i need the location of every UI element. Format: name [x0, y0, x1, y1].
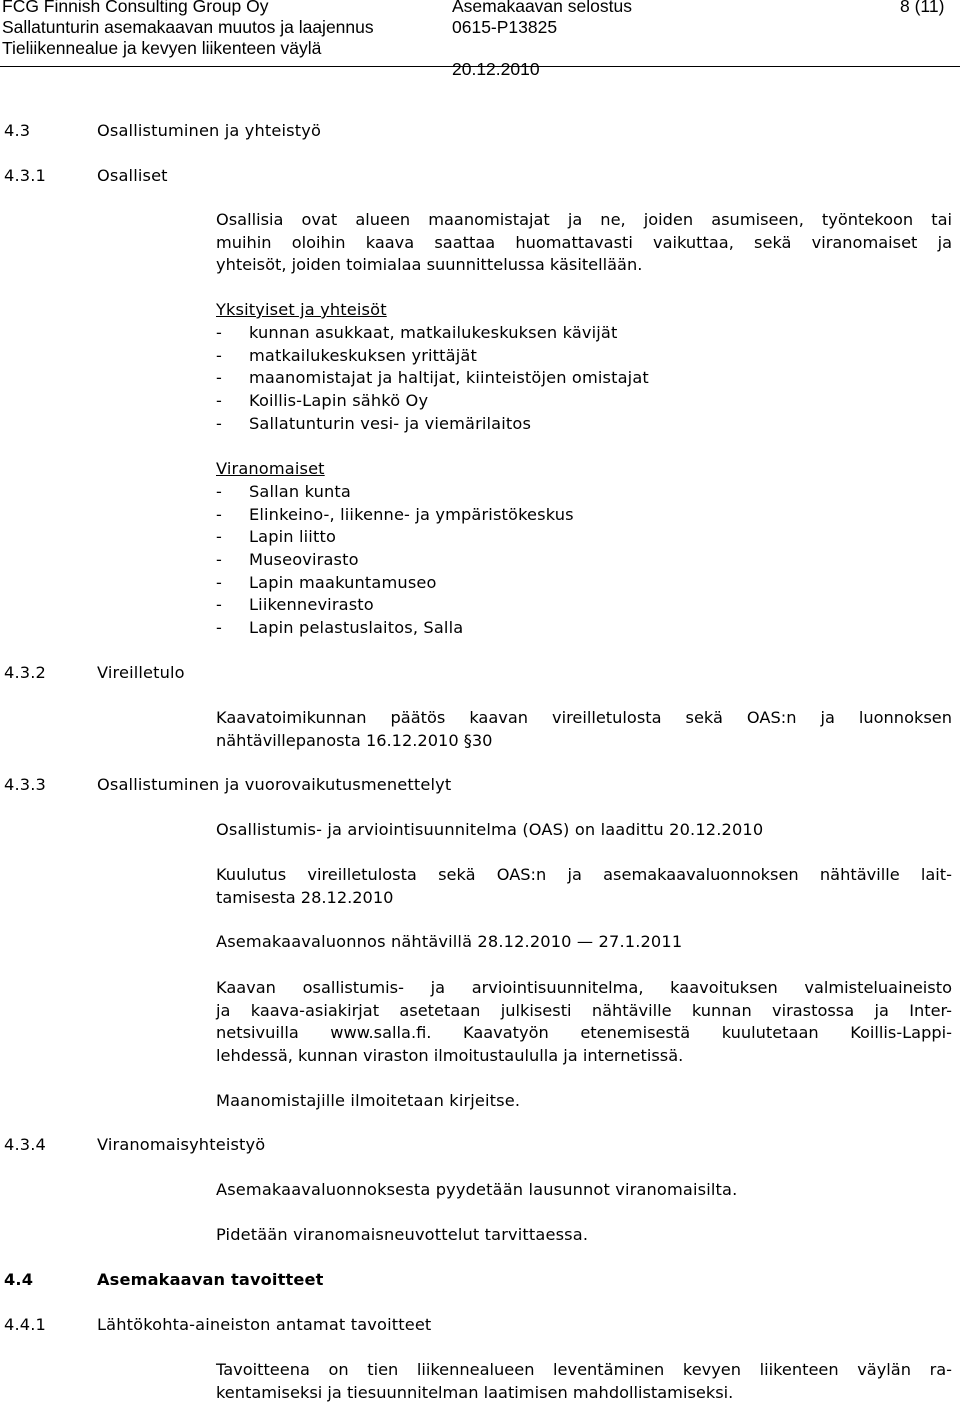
text-line: Osallisia ovat alueen maanomistajat ja ne, joiden asumiseen, työntekoon tai — [216, 210, 952, 229]
text-line: Kuulutus vireilletulosta sekä OAS:n ja asemakaavaluonnoksen nähtäville lait- — [216, 865, 952, 884]
section-4-3-4-title: Viranomaisyhteistyö — [97, 1135, 266, 1154]
text-line: yhteisöt, joiden toimialaa suunnittelussa käsitellään. — [216, 255, 643, 275]
header-doc-type: Asemakaavan selostus — [452, 0, 632, 16]
list-bullet: - — [216, 414, 222, 433]
text-line: lehdessä, kunnan viraston ilmoitustaululla ja internetissä. — [216, 1045, 684, 1065]
section-4-3-2-title: Vireilletulo — [97, 663, 185, 682]
list-bullet: - — [216, 595, 222, 614]
list-bullet: - — [216, 482, 222, 501]
list-item: Sallatunturin vesi- ja viemärilaitos — [249, 414, 532, 433]
list-item: Museovirasto — [249, 550, 359, 569]
landowner-notice-paragraph: Maanomistajille ilmoitetaan kirjeitse. — [216, 1091, 521, 1110]
list-item: Lapin pelastuslaitos, Salla — [249, 618, 464, 637]
section-4-3-3-number: 4.3.3 — [4, 775, 46, 794]
header-doc-number: 0615-P13825 — [452, 17, 558, 37]
text-line: kentamiseksi ja tiesuunnitelman laatimisen mahdollistamiseksi. — [216, 1382, 734, 1402]
list-item: Sallan kunta — [249, 482, 351, 501]
list-item: Lapin liitto — [249, 527, 337, 546]
text-line: tamisesta 28.12.2010 — [216, 887, 394, 907]
list-item: Liikennevirasto — [249, 595, 374, 614]
list-item: maanomistajat ja haltijat, kiinteistöjen omistajat — [249, 368, 649, 387]
list-bullet: - — [216, 346, 222, 365]
statements-paragraph: Asemakaavaluonnoksesta pyydetään lausunnot viranomaisilta. — [216, 1180, 738, 1199]
list-bullet: - — [216, 573, 222, 592]
section-4-3-4-number: 4.3.4 — [4, 1135, 46, 1154]
section-4-4-1-number: 4.4.1 — [4, 1315, 46, 1334]
list-item: Elinkeino-, liikenne- ja ympäristökeskus — [249, 505, 574, 524]
header-company: FCG Finnish Consulting Group Oy — [2, 0, 269, 16]
section-4-3-1-title: Osalliset — [97, 166, 168, 185]
list-item: Koillis-Lapin sähkö Oy — [249, 391, 429, 410]
section-4-3-1-intro — [216, 209, 952, 277]
section-4-3-number: 4.3 — [4, 121, 31, 140]
list-bullet: - — [216, 505, 222, 524]
header-page-number: 8 (11) — [900, 0, 945, 16]
list-item: matkailukeskuksen yrittäjät — [249, 346, 477, 365]
list-item: kunnan asukkaat, matkailukeskuksen kävijät — [249, 323, 618, 342]
text-line: Kaavatoimikunnan päätös kaavan vireilletulosta sekä OAS:n ja luonnoksen — [216, 708, 952, 727]
section-4-3-1-number: 4.3.1 — [4, 166, 46, 185]
list-bullet: - — [216, 391, 222, 410]
section-4-3-3-title: Osallistuminen ja vuorovaikutusmenettelyt — [97, 775, 452, 794]
section-4-3-2-text — [216, 707, 952, 752]
list-item: Lapin maakuntamuseo — [249, 573, 437, 592]
authorities-heading: Viranomaiset — [216, 459, 325, 478]
section-4-3-title: Osallistuminen ja yhteistyö — [97, 121, 322, 140]
text-line: ja kaava-asiakirjat asetetaan julkisesti nähtäville kunnan virastossa ja Inter- — [216, 1000, 952, 1020]
list-bullet: - — [216, 368, 222, 387]
text-line: netsivuilla www.salla.fi. Kaavatyön etenemisestä kuulutetaan Koillis-Lappi- — [216, 1023, 952, 1043]
section-4-4-number: 4.4 — [4, 1270, 34, 1289]
list-bullet: - — [216, 618, 222, 637]
announcement-paragraph — [216, 864, 952, 909]
section-4-3-2-number: 4.3.2 — [4, 663, 46, 682]
header-area: Tieliikennealue ja kevyen liikenteen väylä — [2, 38, 322, 58]
section-4-4-1-title: Lähtökohta-aineiston antamat tavoitteet — [97, 1315, 432, 1334]
private-parties-heading: Yksityiset ja yhteisöt — [216, 300, 387, 319]
goals-paragraph — [216, 1359, 952, 1404]
text-line: Kaavan osallistumis- ja arviointisuunnitelma, kaavoituksen valmisteluaineisto — [216, 978, 952, 997]
text-line: Tavoitteena on tien liikennealueen leventäminen kevyen liikenteen väylän ra- — [216, 1360, 952, 1379]
header-project: Sallatunturin asemakaavan muutos ja laajennus — [2, 17, 374, 37]
negotiations-paragraph: Pidetään viranomaisneuvottelut tarvittaessa. — [216, 1225, 589, 1244]
list-bullet: - — [216, 550, 222, 569]
public-display-paragraph — [216, 977, 952, 1067]
draft-availability-paragraph: Asemakaavaluonnos nähtävillä 28.12.2010 — 27.1.2011 — [216, 932, 683, 951]
header-rule — [0, 66, 960, 67]
header-date: 20.12.2010 — [452, 59, 540, 79]
list-bullet: - — [216, 323, 222, 342]
section-4-4-title: Asemakaavan tavoitteet — [97, 1270, 324, 1289]
oas-paragraph: Osallistumis- ja arviointisuunnitelma (OAS) on laadittu 20.12.2010 — [216, 820, 764, 839]
text-line: nähtävillepanosta 16.12.2010 §30 — [216, 730, 493, 750]
list-bullet: - — [216, 527, 222, 546]
text-line: muihin oloihin kaava saattaa huomattavasti vaikuttaa, sekä viranomaiset ja — [216, 232, 952, 252]
